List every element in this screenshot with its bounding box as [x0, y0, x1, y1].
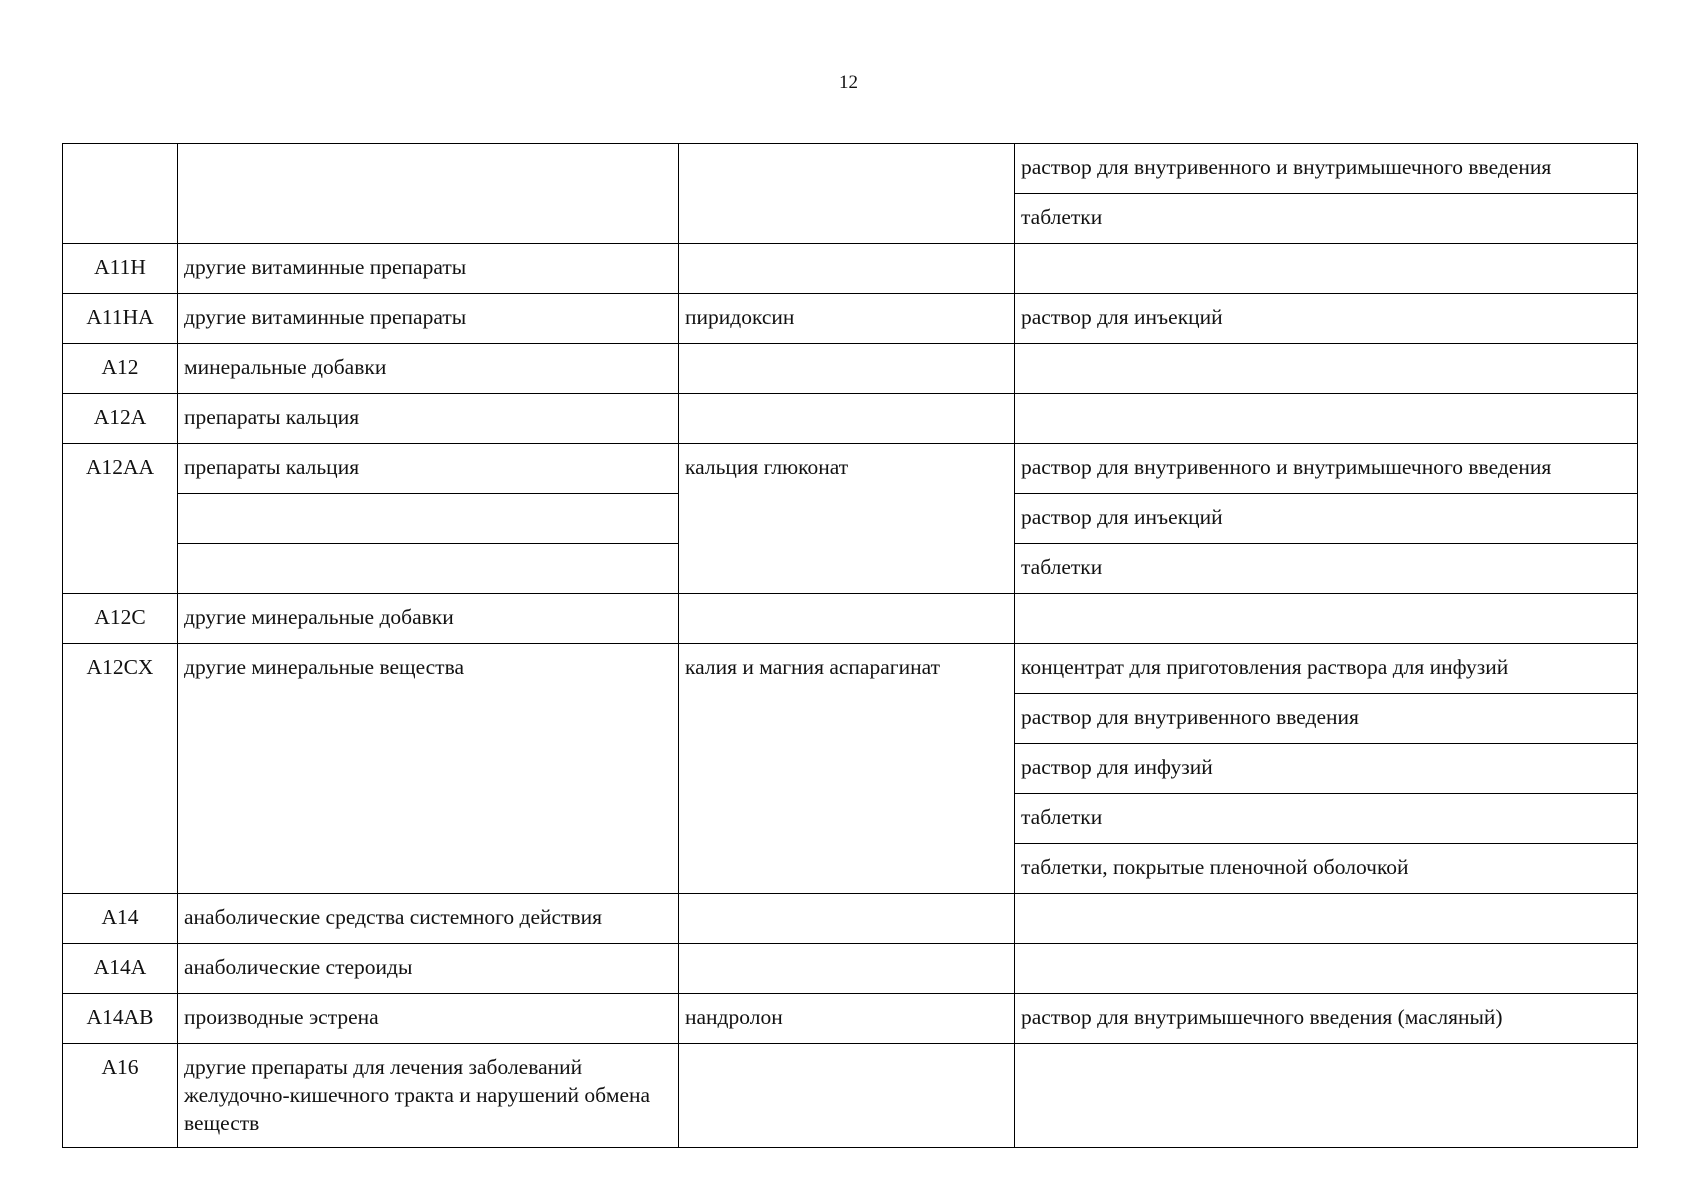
table-row — [63, 644, 1638, 694]
atc-code-cell: A12 — [63, 344, 178, 394]
group-name-cell — [178, 144, 679, 244]
atc-code-cell: A12A — [63, 394, 178, 444]
table-row — [63, 994, 1638, 1044]
drug-name-cell — [679, 944, 1015, 994]
atc-code-cell: A16 — [63, 1044, 178, 1148]
table-row — [63, 444, 1638, 494]
table-row — [63, 144, 1638, 194]
drug-name-cell — [679, 1044, 1015, 1148]
drug-name-cell — [679, 894, 1015, 944]
group-name-cell: другие препараты для лечения заболеваний желудочно-кишечного тракта и нарушений обмена веществ — [178, 1044, 679, 1148]
atc-code-cell: A12CX — [63, 644, 178, 894]
table-row — [63, 244, 1638, 294]
dosage-form-cell — [1015, 394, 1638, 444]
dosage-form-cell: раствор для внутривенного и внутримышечного введения — [1015, 144, 1638, 194]
dosage-form-cell — [1015, 944, 1638, 994]
table-row — [63, 1044, 1638, 1148]
table-row — [63, 594, 1638, 644]
group-name-cell: минеральные добавки — [178, 344, 679, 394]
group-name-cell: препараты кальция — [178, 444, 679, 494]
dosage-form-cell: раствор для инъекций — [1015, 494, 1638, 544]
dosage-form-cell: таблетки — [1015, 544, 1638, 594]
dosage-form-cell: раствор для инъекций — [1015, 294, 1638, 344]
group-name-cell: другие минеральные вещества — [178, 644, 679, 894]
atc-code-cell: A14AB — [63, 994, 178, 1044]
dosage-form-cell: раствор для внутривенного введения — [1015, 694, 1638, 744]
drug-name-cell: нандролон — [679, 994, 1015, 1044]
group-name-cell: другие минеральные добавки — [178, 594, 679, 644]
dosage-form-cell: раствор для внутримышечного введения (масляный) — [1015, 994, 1638, 1044]
atc-code-cell: A14 — [63, 894, 178, 944]
table-row — [63, 894, 1638, 944]
dosage-form-cell: таблетки — [1015, 194, 1638, 244]
atc-code-cell: A11H — [63, 244, 178, 294]
dosage-form-cell — [1015, 344, 1638, 394]
dosage-form-cell — [1015, 244, 1638, 294]
page-number: 12 — [839, 72, 858, 93]
atc-code-cell: A12AA — [63, 444, 178, 594]
group-name-cell: производные эстрена — [178, 994, 679, 1044]
drug-name-cell: кальция глюконат — [679, 444, 1015, 594]
atc-code-cell — [63, 144, 178, 244]
drug-name-cell: калия и магния аспарагинат — [679, 644, 1015, 894]
table-row — [63, 344, 1638, 394]
group-name-cell: анаболические средства системного действия — [178, 894, 679, 944]
drug-name-cell — [679, 144, 1015, 244]
dosage-form-cell: таблетки, покрытые пленочной оболочкой — [1015, 844, 1638, 894]
group-name-cell: анаболические стероиды — [178, 944, 679, 994]
drug-name-cell: пиридоксин — [679, 294, 1015, 344]
group-name-cell: другие витаминные препараты — [178, 294, 679, 344]
dosage-form-cell — [1015, 1044, 1638, 1148]
group-name-cell: препараты кальция — [178, 394, 679, 444]
drug-name-cell — [679, 594, 1015, 644]
atc-code-cell: A12C — [63, 594, 178, 644]
dosage-form-cell: таблетки — [1015, 794, 1638, 844]
atc-code-cell: A11HA — [63, 294, 178, 344]
group-name-cell-empty — [178, 544, 679, 594]
drug-name-cell — [679, 344, 1015, 394]
table-row — [63, 394, 1638, 444]
drug-name-cell — [679, 394, 1015, 444]
dosage-form-cell — [1015, 594, 1638, 644]
table-row — [63, 294, 1638, 344]
dosage-form-cell — [1015, 894, 1638, 944]
atc-code-cell: A14A — [63, 944, 178, 994]
dosage-form-cell: раствор для внутривенного и внутримышечного введения — [1015, 444, 1638, 494]
drug-name-cell — [679, 244, 1015, 294]
atc-drug-table — [62, 143, 1638, 1148]
dosage-form-cell: концентрат для приготовления раствора для инфузий — [1015, 644, 1638, 694]
dosage-form-cell: раствор для инфузий — [1015, 744, 1638, 794]
table-row — [63, 944, 1638, 994]
group-name-cell-empty — [178, 494, 679, 544]
group-name-cell: другие витаминные препараты — [178, 244, 679, 294]
